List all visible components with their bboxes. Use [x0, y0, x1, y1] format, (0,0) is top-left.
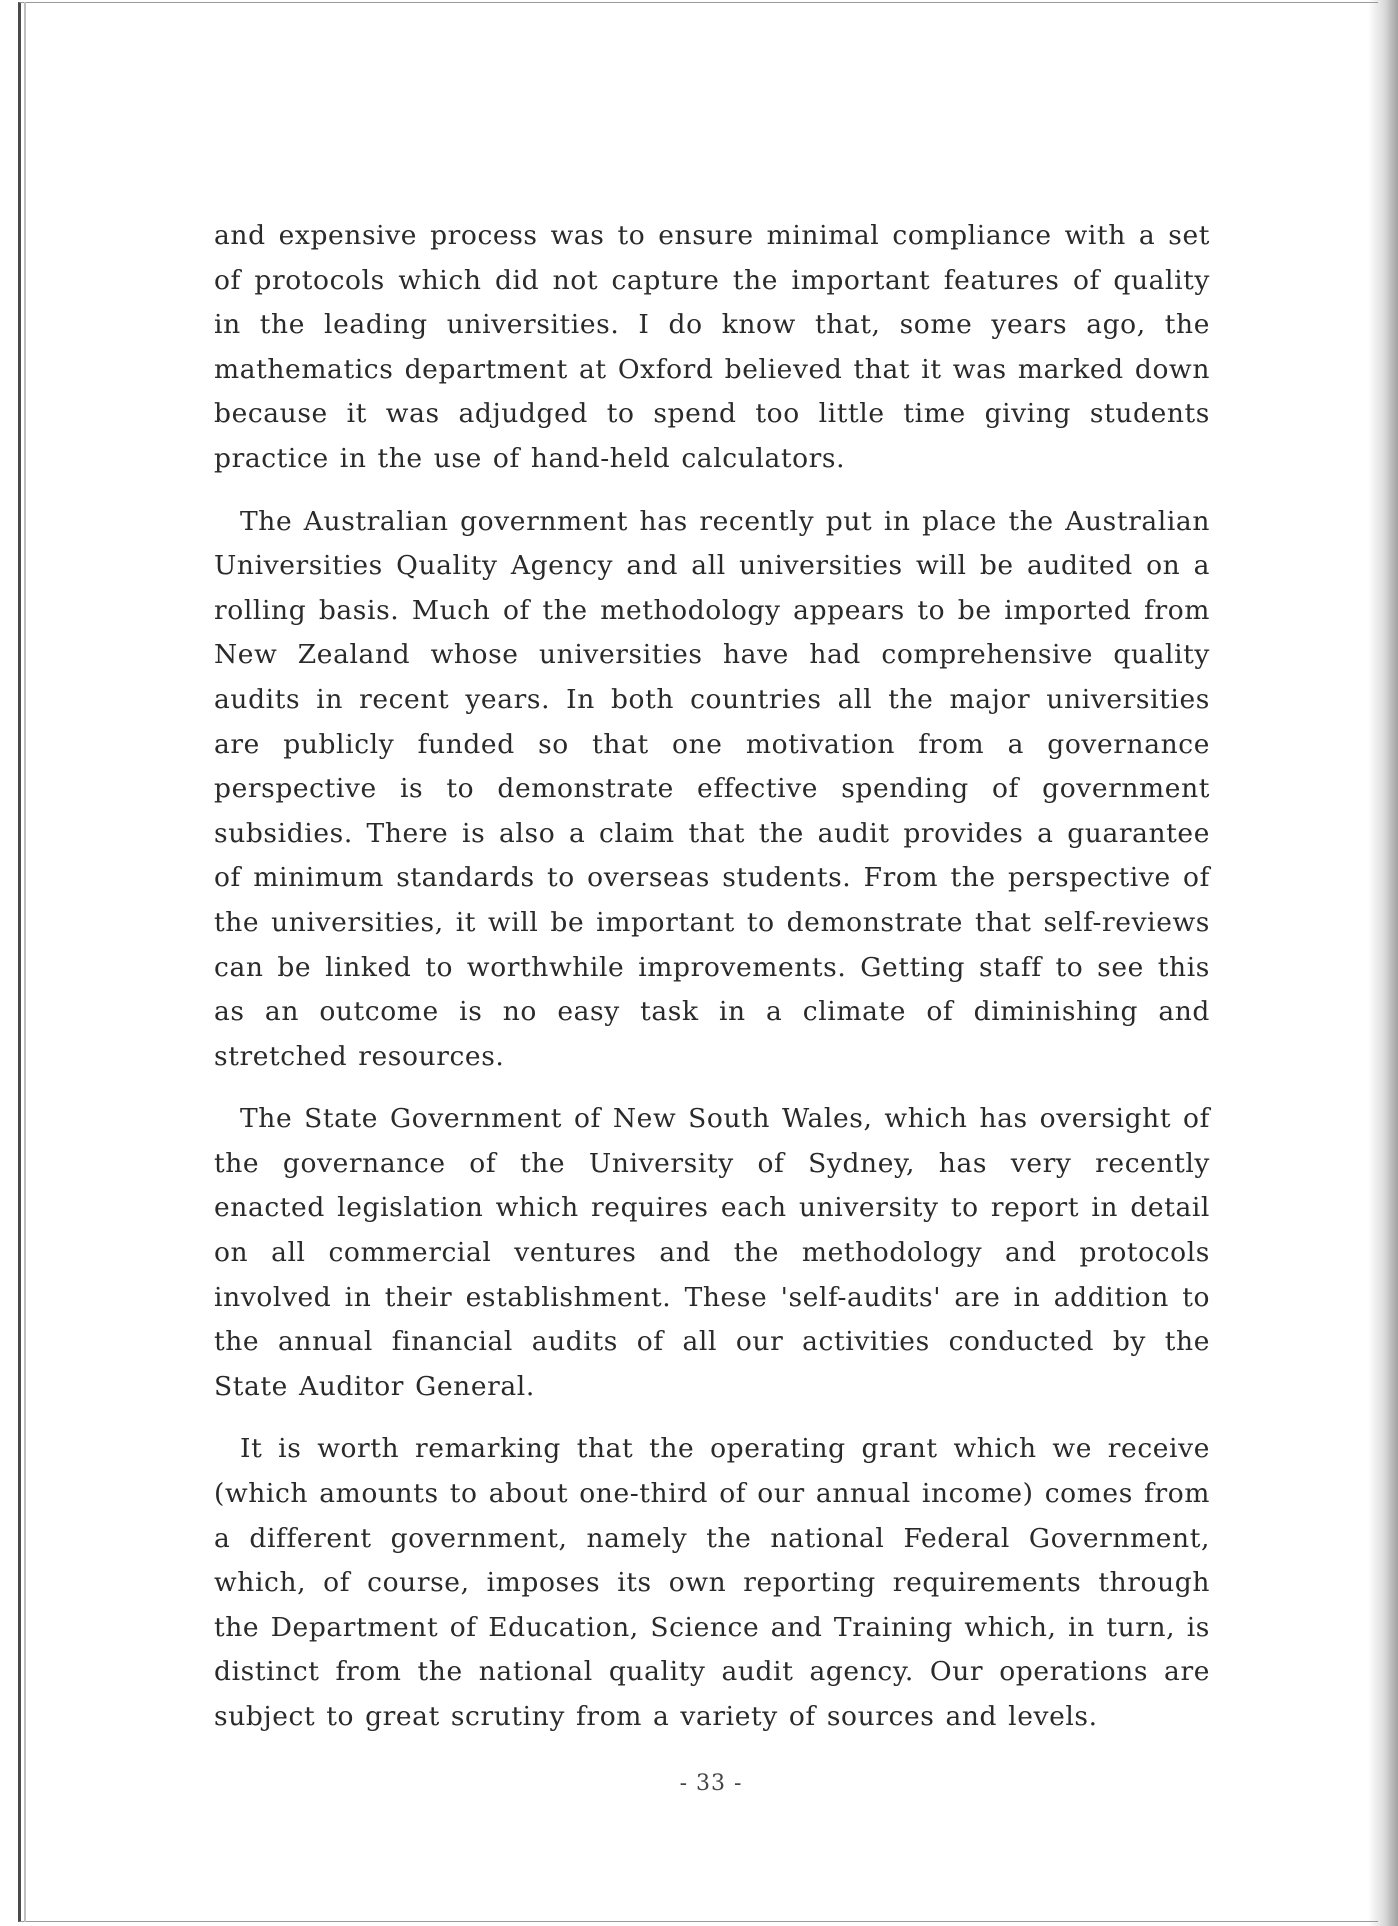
- paragraph-3: The State Government of New South Wales, which has oversight of the governance of the University of Sydney, has very recently enacted legislation which requires each university to report in detail on all commercial ventures and the methodology and protocols involved in their establishment. These 'self-audits' are in addition to the annual financial audits of all our activities conducted by the State Auditor General.: [214, 1103, 1210, 1402]
- page-body: [214, 214, 1210, 1758]
- page-number: - 33 -: [679, 1771, 743, 1796]
- paragraph-4: It is worth remarking that the operating grant which we receive (which amounts to about one-third of our annual income) comes from a different government, namely the national Federal Government, which, of course, imposes its own reporting requirements through the Department of Education, Science and Training which, in turn, is distinct from the national quality audit agency. Our operations are subject to great scrutiny from a variety of sources and levels.: [214, 1433, 1210, 1732]
- page-spine: [24, 2, 26, 1922]
- paragraph-2: The Australian government has recently put in place the Australian Universities Quality Agency and all universities will be audited on a rolling basis. Much of the methodology appears to be imported from New Zealand whose universities have had comprehensive quality audits in recent years. In both countries all the major universities are publicly funded so that one motivation from a governance perspective is to demonstrate effective spending of government subsidies. There is also a claim that the audit provides a guarantee of minimum standards to overseas students. From the perspective of the universities, it will be important to demonstrate that self-reviews can be linked to worthwhile improvements. Getting staff to see this as an outcome is no easy task in a climate of diminishing and stretched resources.: [214, 505, 1210, 1072]
- page-edge-shadow: [1368, 0, 1398, 1926]
- paragraph-1: and expensive process was to ensure minimal compliance with a set of protocols which did not capture the important features of quality in the leading universities. I do know that, some years ago, the mathematics department at Oxford believed that it was marked down because it was adjudged to spend too little time giving students practice in the use of hand-held calculators.: [214, 220, 1210, 474]
